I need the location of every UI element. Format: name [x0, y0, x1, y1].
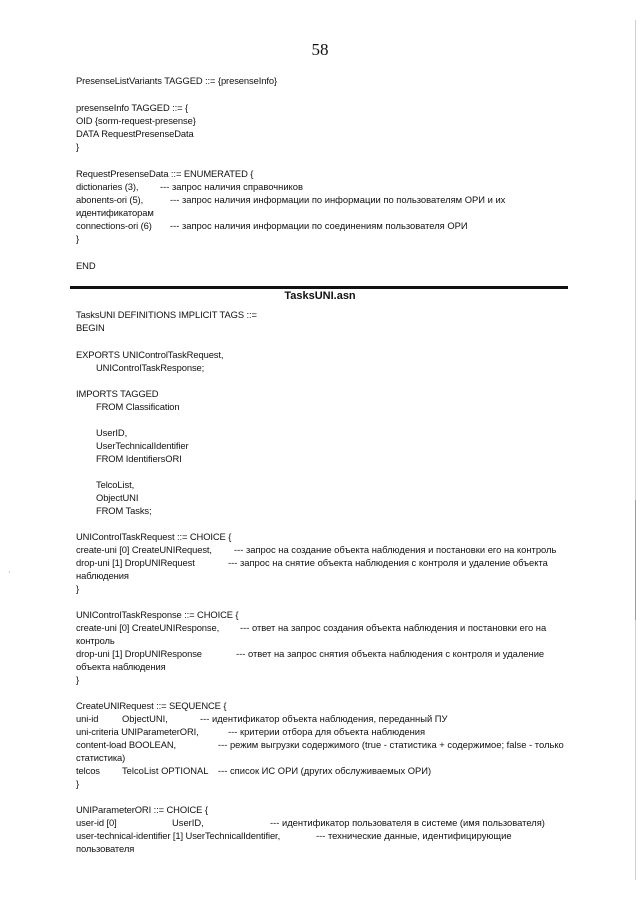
code-line: }	[76, 778, 80, 789]
code-comment: --- запрос на создание объекта наблюдения и постановки его на контроль	[234, 544, 557, 555]
code-line: user-id [0]	[76, 817, 117, 828]
page-number: 58	[311, 40, 329, 59]
code-line: BEGIN	[76, 322, 105, 333]
code-line: PresenseListVariants TAGGED ::= {presenseInfo}	[76, 75, 277, 86]
code-line: DATA RequestPresenseData	[76, 128, 194, 139]
code-comment: --- идентификатор пользователя в системе (имя пользователя)	[270, 817, 545, 828]
code-line: CreateUNIRequest ::= SEQUENCE {	[76, 700, 227, 711]
code-comment: --- идентификатор объекта наблюдения, переданный ПУ	[200, 713, 448, 724]
code-line: ObjectUNI	[96, 492, 139, 503]
scan-edge	[635, 20, 636, 880]
code-comment: --- критерии отбора для объекта наблюдения	[228, 726, 426, 737]
code-comment: --- ответ на запрос создания объекта наблюдения и постановки его на	[240, 622, 547, 633]
code-line: uni-id	[76, 713, 99, 724]
code-comment: --- список ИС ОРИ (других обслуживаемых ОРИ)	[218, 765, 432, 776]
code-comment: --- запрос наличия справочников	[160, 181, 303, 192]
code-line: контроль	[76, 635, 115, 646]
section-title: TasksUNI.asn	[284, 290, 356, 302]
code-line: IMPORTS TAGGED	[76, 388, 159, 399]
code-line: END	[76, 260, 96, 271]
code-line: drop-uni [1] DropUNIResponse	[76, 648, 202, 659]
code-line: наблюдения	[76, 570, 129, 581]
code-line: FROM Tasks;	[96, 505, 152, 516]
code-line: объекта наблюдения	[76, 661, 166, 672]
code-value: ObjectUNI,	[122, 713, 168, 724]
code-comment: --- запрос на снятие объекта наблюдения с контроля и удаление объекта	[228, 557, 548, 568]
code-line: UserTechnicalIdentifier	[96, 440, 189, 451]
code-line: abonents-ori (5),	[76, 194, 144, 205]
code-comment: --- запрос наличия информации по соединениям пользователя ОРИ	[170, 220, 468, 231]
code-line: }	[76, 141, 80, 152]
code-line: пользователя	[76, 843, 135, 854]
code-line: }	[76, 233, 80, 244]
code-comment: --- технические данные, идентифицирующие	[316, 830, 512, 841]
section-divider	[70, 286, 568, 289]
code-line: create-uni [0] CreateUNIResponse,	[76, 622, 220, 633]
code-line: идентификаторам	[76, 207, 154, 218]
code-line: dictionaries (3),	[76, 181, 139, 192]
code-line: RequestPresenseData ::= ENUMERATED {	[76, 168, 254, 179]
code-line: uni-criteria UNIParameterORI,	[76, 726, 199, 737]
code-line: user-technical-identifier [1] UserTechnicalIdentifier,	[76, 830, 281, 841]
code-line: drop-uni [1] DropUNIRequest	[76, 557, 195, 568]
code-line: telcos	[76, 765, 100, 776]
code-value: UserID,	[172, 817, 204, 828]
code-line: FROM IdentifiersORI	[96, 453, 182, 464]
code-line: }	[76, 674, 80, 685]
code-comment: --- режим выгрузки содержимого (true - статистика + содержимое; false - только	[218, 739, 564, 750]
code-line: EXPORTS UNIControlTaskRequest,	[76, 349, 224, 360]
code-line: UNIParameterORI ::= CHOICE {	[76, 804, 208, 815]
code-line: UNIControlTaskResponse;	[96, 362, 205, 373]
code-line: create-uni [0] CreateUNIRequest,	[76, 544, 212, 555]
code-line: TelcoList,	[96, 479, 135, 490]
code-line: статистика)	[76, 752, 126, 763]
code-line: UNIControlTaskResponse ::= CHOICE {	[76, 609, 239, 620]
scan-artifact: ·	[8, 568, 11, 577]
code-comment: --- ответ на запрос снятия объекта наблюдения с контроля и удаление	[236, 648, 545, 659]
code-line: content-load BOOLEAN,	[76, 739, 177, 750]
code-line: connections-ori (6)	[76, 220, 152, 231]
code-line: OID {sorm-request-presense}	[76, 115, 196, 126]
code-line: }	[76, 583, 80, 594]
scan-edge-dark	[635, 500, 636, 620]
code-line: UserID,	[96, 427, 128, 438]
code-comment: --- запрос наличия информации по информации по пользователям ОРИ и их	[170, 194, 506, 205]
code-value: TelcoList OPTIONAL	[122, 765, 209, 776]
code-line: presenseInfo TAGGED ::= {	[76, 102, 189, 113]
code-line: FROM Classification	[96, 401, 180, 412]
code-line: TasksUNI DEFINITIONS IMPLICIT TAGS ::=	[76, 309, 257, 320]
code-line: UNIControlTaskRequest ::= CHOICE {	[76, 531, 232, 542]
